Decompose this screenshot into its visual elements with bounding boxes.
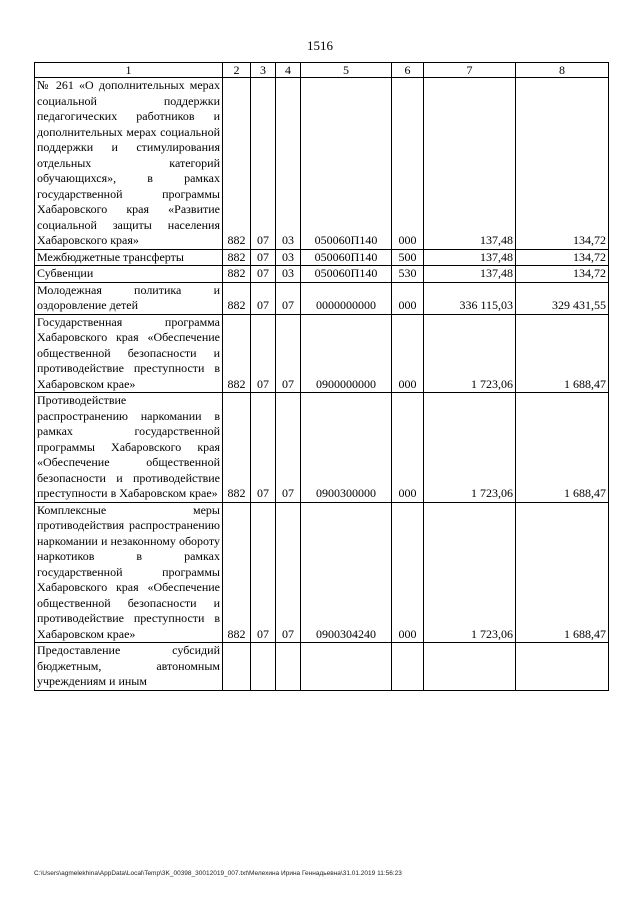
row-name: Предоставление субсидий бюджетным, автономным учреждениям и иным [35,643,223,691]
cell-subsection: 03 [276,249,301,266]
cell-section: 07 [251,249,276,266]
cell-expense-type [392,643,424,691]
cell-expense-type: 000 [392,78,424,250]
row-name: № 261 «О дополнительных мерах социальной поддержки педагогических работников и дополнительных мерах социальной поддержки и стимулирования отдельных категорий обучающихся», в рамках государственной программы Хабаровского края «Развитие социальной защиты населения Хабаровского края» [35,78,223,250]
budget-table [34,62,609,691]
cell-amount-2 [516,643,609,691]
cell-section: 07 [251,393,276,503]
header-col-1: 1 [35,63,223,78]
cell-subsection: 07 [276,393,301,503]
cell-amount-2: 134,72 [516,266,609,283]
cell-ministry: 882 [223,78,251,250]
cell-section: 07 [251,502,276,643]
cell-target-article: 050060П140 [301,266,392,283]
cell-target-article: 050060П140 [301,78,392,250]
cell-subsection: 03 [276,78,301,250]
cell-amount-2: 1 688,47 [516,502,609,643]
header-col-8: 8 [516,63,609,78]
cell-expense-type: 000 [392,282,424,314]
table-row [35,393,609,503]
cell-section: 07 [251,266,276,283]
row-name: Государственная программа Хабаровского края «Обеспечение общественной безопасности и противодействие преступности в Хабаровском крае» [35,314,223,393]
row-name: Субвенции [35,266,223,283]
table-row [35,502,609,643]
header-row [35,63,609,78]
cell-amount-1: 1 723,06 [424,502,516,643]
cell-target-article: 050060П140 [301,249,392,266]
cell-ministry: 882 [223,502,251,643]
cell-subsection [276,643,301,691]
cell-amount-1: 1 723,06 [424,393,516,503]
header-col-4: 4 [276,63,301,78]
cell-amount-1: 1 723,06 [424,314,516,393]
cell-expense-type: 000 [392,502,424,643]
page-number: 1516 [307,38,333,53]
file-path-footer: C:\Users\agmelekhina\AppData\Local\Temp\3K_00398_30012019_007.txt\Мелехина Ирина Геннадьевна\31.01.2019 11:56:23 [34,870,402,877]
cell-section: 07 [251,314,276,393]
header-col-7: 7 [424,63,516,78]
cell-target-article: 0900000000 [301,314,392,393]
cell-section: 07 [251,78,276,250]
cell-expense-type: 000 [392,393,424,503]
cell-amount-1: 137,48 [424,266,516,283]
cell-ministry: 882 [223,393,251,503]
cell-subsection: 07 [276,282,301,314]
cell-target-article [301,643,392,691]
header-col-6: 6 [392,63,424,78]
cell-amount-2: 1 688,47 [516,393,609,503]
cell-expense-type: 530 [392,266,424,283]
cell-ministry: 882 [223,266,251,283]
table-row [35,282,609,314]
table-row [35,643,609,691]
table-row [35,266,609,283]
cell-target-article: 0000000000 [301,282,392,314]
row-name: Молодежная политика и оздоровление детей [35,282,223,314]
cell-expense-type: 000 [392,314,424,393]
header-col-5: 5 [301,63,392,78]
cell-amount-1: 137,48 [424,78,516,250]
header-col-2: 2 [223,63,251,78]
cell-amount-2: 134,72 [516,78,609,250]
cell-ministry: 882 [223,282,251,314]
cell-section: 07 [251,282,276,314]
cell-section [251,643,276,691]
cell-amount-1: 137,48 [424,249,516,266]
cell-amount-2: 329 431,55 [516,282,609,314]
cell-ministry: 882 [223,314,251,393]
table-row [35,78,609,250]
cell-amount-1: 336 115,03 [424,282,516,314]
cell-ministry [223,643,251,691]
row-name: Противодействие распространению наркомании в рамках государственной программы Хабаровского края «Обеспечение общественной безопасности и противодействие преступности в Хабаровском крае» [35,393,223,503]
cell-subsection: 03 [276,266,301,283]
cell-target-article: 0900300000 [301,393,392,503]
cell-subsection: 07 [276,502,301,643]
cell-subsection: 07 [276,314,301,393]
cell-ministry: 882 [223,249,251,266]
row-name: Комплексные меры противодействия распространению наркомании и незаконному обороту наркотиков в рамках государственной программы Хабаровского края «Обеспечение общественной безопасности и противодействие преступности в Хабаровском крае» [35,502,223,643]
cell-expense-type: 500 [392,249,424,266]
table-row [35,314,609,393]
cell-amount-1 [424,643,516,691]
row-name: Межбюджетные трансферты [35,249,223,266]
table-row [35,249,609,266]
cell-amount-2: 134,72 [516,249,609,266]
header-col-3: 3 [251,63,276,78]
cell-amount-2: 1 688,47 [516,314,609,393]
cell-target-article: 0900304240 [301,502,392,643]
